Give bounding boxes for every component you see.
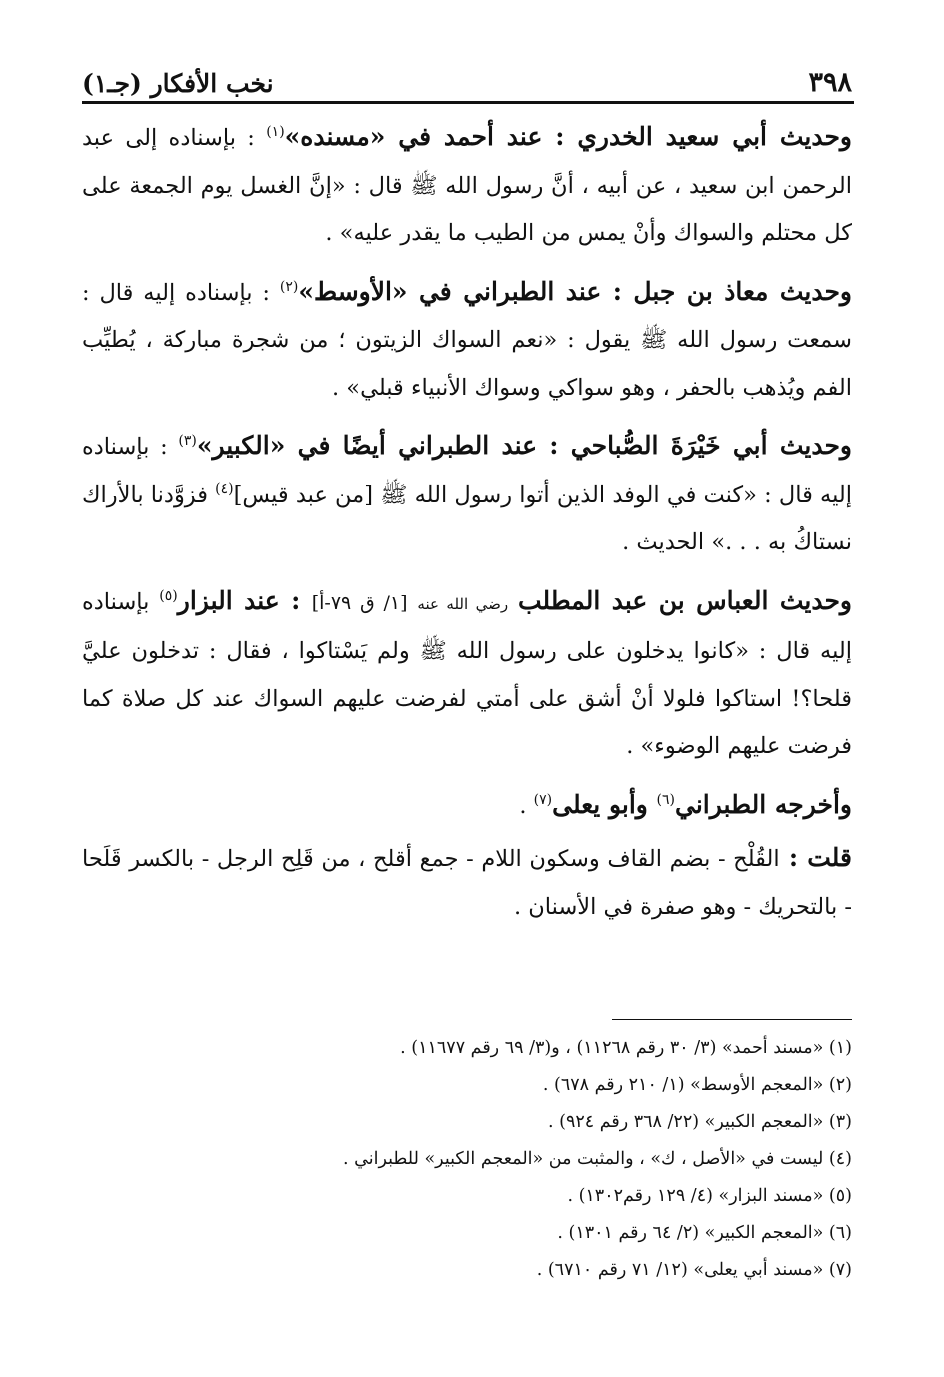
footnote-marker[interactable]: (٦) [656, 791, 676, 808]
paragraph-text: : بإسناده إليه قال : سمعت رسول الله ﷺ يقول : «نعم السواك الزيتون ؛ من شجرة مباركة ، يُطيِّب الفم ويُذهب بالحفر ، وهو سواكي وسواك الأنبياء قبلي» . [82, 279, 852, 401]
hadith-lead: وحديث أبي خَيْرَةَ الصُّباحي : عند الطبراني أيضًا في «الكبير» [196, 431, 852, 460]
footnote-marker[interactable]: (٧) [533, 791, 553, 808]
footnote-item: (٦) «المعجم الكبير» (٢/ ٦٤ رقم ١٣٠١) . [557, 1223, 852, 1243]
book-title: نخب الأفكار (جـ١) [82, 69, 274, 98]
paragraph-abu-khayra [82, 422, 852, 567]
hadith-lead: وأبو يعلى [552, 789, 657, 819]
footnote-item: (٣) «المعجم الكبير» (٢٢/ ٣٦٨ رقم ٩٢٤) . [548, 1112, 852, 1132]
footnote-item: (٢) «المعجم الأوسط» (١/ ٢١٠ رقم ٦٧٨) . [542, 1075, 852, 1095]
footnotes-list [82, 1030, 852, 1289]
paragraph-takhrij [82, 781, 852, 831]
footnote-marker[interactable]: (٥) [159, 587, 178, 604]
hadith-lead: وحديث العباس بن عبد المطلب [517, 585, 852, 615]
hadith-lead: : عند البزار [177, 585, 312, 615]
footnote-item: (٥) «مسند البزار» (٤/ ١٢٩ رقم١٣٠٢) . [567, 1186, 852, 1206]
manuscript-reference: [١/ ق ٧٩-أ] [311, 591, 408, 614]
honorific: رضي الله عنه [417, 594, 509, 613]
footnote-marker[interactable]: (١) [266, 124, 285, 140]
footnote-marker[interactable]: (٤) [215, 480, 234, 497]
hadith-lead: قلت : [779, 843, 852, 872]
paragraph-text: . [519, 792, 534, 819]
page-number: ٣٩٨ [808, 67, 852, 98]
paragraph-text: فزوَّدنا بالأراك نستاكُ به . . .» الحديث . [82, 481, 852, 555]
hadith-lead: وأخرجه الطبراني [675, 789, 852, 819]
main-text [82, 113, 852, 941]
paragraph-text: بإسناده إليه قال : «كانوا يدخلون على رسول الله ﷺ ولم يَسْتاكوا ، فقال : تدخلون عليَّ قلحا؟! استاكوا فلولا أنْ أشق على أمتي لفرضت عليهم السواك عند كل صلاة كما فرضت عليهم الوضوء» . [82, 588, 852, 759]
hadith-lead: وحديث أبي سعيد الخدري : عند أحمد في «مسنده» [284, 122, 853, 151]
footnote-divider [612, 1019, 852, 1020]
paragraph-text: : بإسناده إلى عبد الرحمن ابن سعيد ، عن أبيه ، أنَّ رسول الله ﷺ قال : «إنَّ الغسل يوم الجمعة على كل محتلم والسواك وأنْ يمس من الطيب ما يقدر عليه» . [82, 125, 852, 246]
footnote-item: (١) «مسند أحمد» (٣/ ٣٠ رقم ١١٢٦٨) ، و(٣/ ٦٩ رقم ١١٦٧٧) . [400, 1038, 852, 1058]
paragraph-muadh [82, 268, 852, 413]
paragraph-qult [82, 834, 852, 931]
header-divider [82, 101, 854, 104]
page-header [82, 56, 852, 96]
footnote-marker[interactable]: (٣) [178, 433, 197, 449]
hadith-lead: وحديث معاذ بن جبل : عند الطبراني في «الأوسط» [298, 276, 852, 306]
footnote-marker[interactable]: (٢) [279, 278, 299, 295]
footnote-item: (٧) «مسند أبي يعلى» (١٢/ ٧١ رقم ٦٧١٠) . [536, 1260, 852, 1280]
paragraph-abbas [82, 577, 852, 771]
paragraph-abu-said [82, 113, 852, 258]
paragraph-text: القُلْح - بضم القاف وسكون اللام - جمع أقلح ، من قَلِح الرجل - بالكسر قَلَحا - بالتحريك - وهو صفرة في الأسنان . [82, 846, 852, 920]
paragraph-text: : بإسناده إليه قال : «كنت في الوفد الذين أتوا رسول الله ﷺ [من عبد قيس] [82, 434, 852, 508]
footnote-item: (٤) ليست في «الأصل ، ك» ، والمثبت من «المعجم الكبير» للطبراني . [343, 1149, 852, 1169]
